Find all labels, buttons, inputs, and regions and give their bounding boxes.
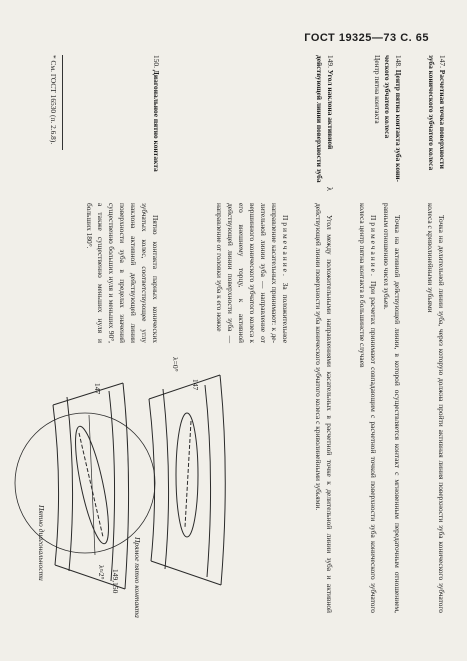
term-number: 148. <box>394 55 403 68</box>
term-number: 149. <box>326 55 335 68</box>
tooth-outline <box>149 375 220 399</box>
note-label: Примечание. <box>281 215 290 278</box>
term-149 <box>314 55 335 183</box>
note-148 <box>357 203 379 613</box>
label-ref-147-b: 147 <box>93 383 102 395</box>
term-148 <box>372 55 404 183</box>
label-lambda-2: λ≈2° <box>97 565 106 580</box>
pitch-line <box>89 415 95 555</box>
note-149 <box>214 203 291 343</box>
term-title: Расчетная точка поверхности зуба конического зубчатого колеса <box>427 55 447 171</box>
term-number: 147. <box>438 55 447 68</box>
label-ref-149-150: 149,150 <box>111 569 120 594</box>
term-synonym: Центр пятна контакта <box>373 55 382 124</box>
label-straight-contact: Прямое пятно контакта <box>133 537 142 618</box>
tooth-outline <box>53 383 123 405</box>
contact-pattern-diagram <box>37 355 235 625</box>
term-number: 150. <box>152 55 161 68</box>
footnote-rule <box>62 55 63 150</box>
tooth-outline <box>205 385 211 577</box>
tooth-outline <box>163 389 169 569</box>
term-150 <box>151 55 162 183</box>
label-diagonal-contact: Пятно диагональности <box>37 505 46 581</box>
term-title: Центр пятна контакта зуба конического зубчатого колеса <box>383 55 403 182</box>
tooth-outline <box>151 561 221 585</box>
note-text: При расчетах принимают совпадающим с расчетной точкой поверхности зуба конического зубчатого колеса центр пятна контакта в большинстве случаев <box>358 203 378 613</box>
definition-148: Точка на активной действующей линии, в которой осуществляется контакт с мгновенным передаточным отношением, равным отношению чисел зубьев. <box>382 203 402 613</box>
term-symbol-lambda: λ <box>325 187 334 191</box>
tooth-outline <box>53 405 59 565</box>
definition-150: Пятно контакта парных конических зубчатых колес, соответствующее углу наклона активной действующей линии поверхности зуба в пределах значений существенно больших нуля и меньших 90°, а также существенно меньших нуля и больших 180°. <box>85 203 160 343</box>
definition-147: Точка на делительной линии зуба, через которую должна пройти активная линия поверхности зуба конического зубчатого колеса с криволинейными зубьями <box>426 203 446 613</box>
label-lambda-1: λ=0° <box>171 357 180 372</box>
rotated-standard-body <box>37 55 447 625</box>
note-label: Примечание. <box>369 215 378 278</box>
term-147 <box>426 55 447 183</box>
note-text: За положительное направление касательных принимают: к делительной линии зуба — направление от вершинного конического зубчатого колеса к его внешнему торцу, к активной действующей линии поверхности зуба — направление от головки зуба к его ножке <box>215 203 290 343</box>
straight-contact-patch <box>176 413 198 537</box>
tooth-outline <box>220 375 225 585</box>
term-title: Диагональное пятно контакта <box>152 69 161 172</box>
label-ref-147-a: 147 <box>191 379 200 391</box>
footnote: * См. ГОСТ 16530 (п. 2.6.8). <box>49 55 58 145</box>
tooth-outline <box>123 383 129 589</box>
reference-arc <box>15 413 155 553</box>
definition-149: Угол между положительными направлениями касательных в расчетной точке к делительной линии зуба и активной действующей линии поверхности зуба конического зубчатого колеса с криволинейными зубьями. <box>314 203 334 613</box>
active-line <box>185 421 191 527</box>
term-title: Угол наклона активной действующей линии поверхности зуба <box>315 55 335 183</box>
running-head: ГОСТ 19325—73 С. 65 <box>304 32 429 44</box>
tooth-outline <box>149 399 155 561</box>
tooth-outline <box>67 397 73 571</box>
